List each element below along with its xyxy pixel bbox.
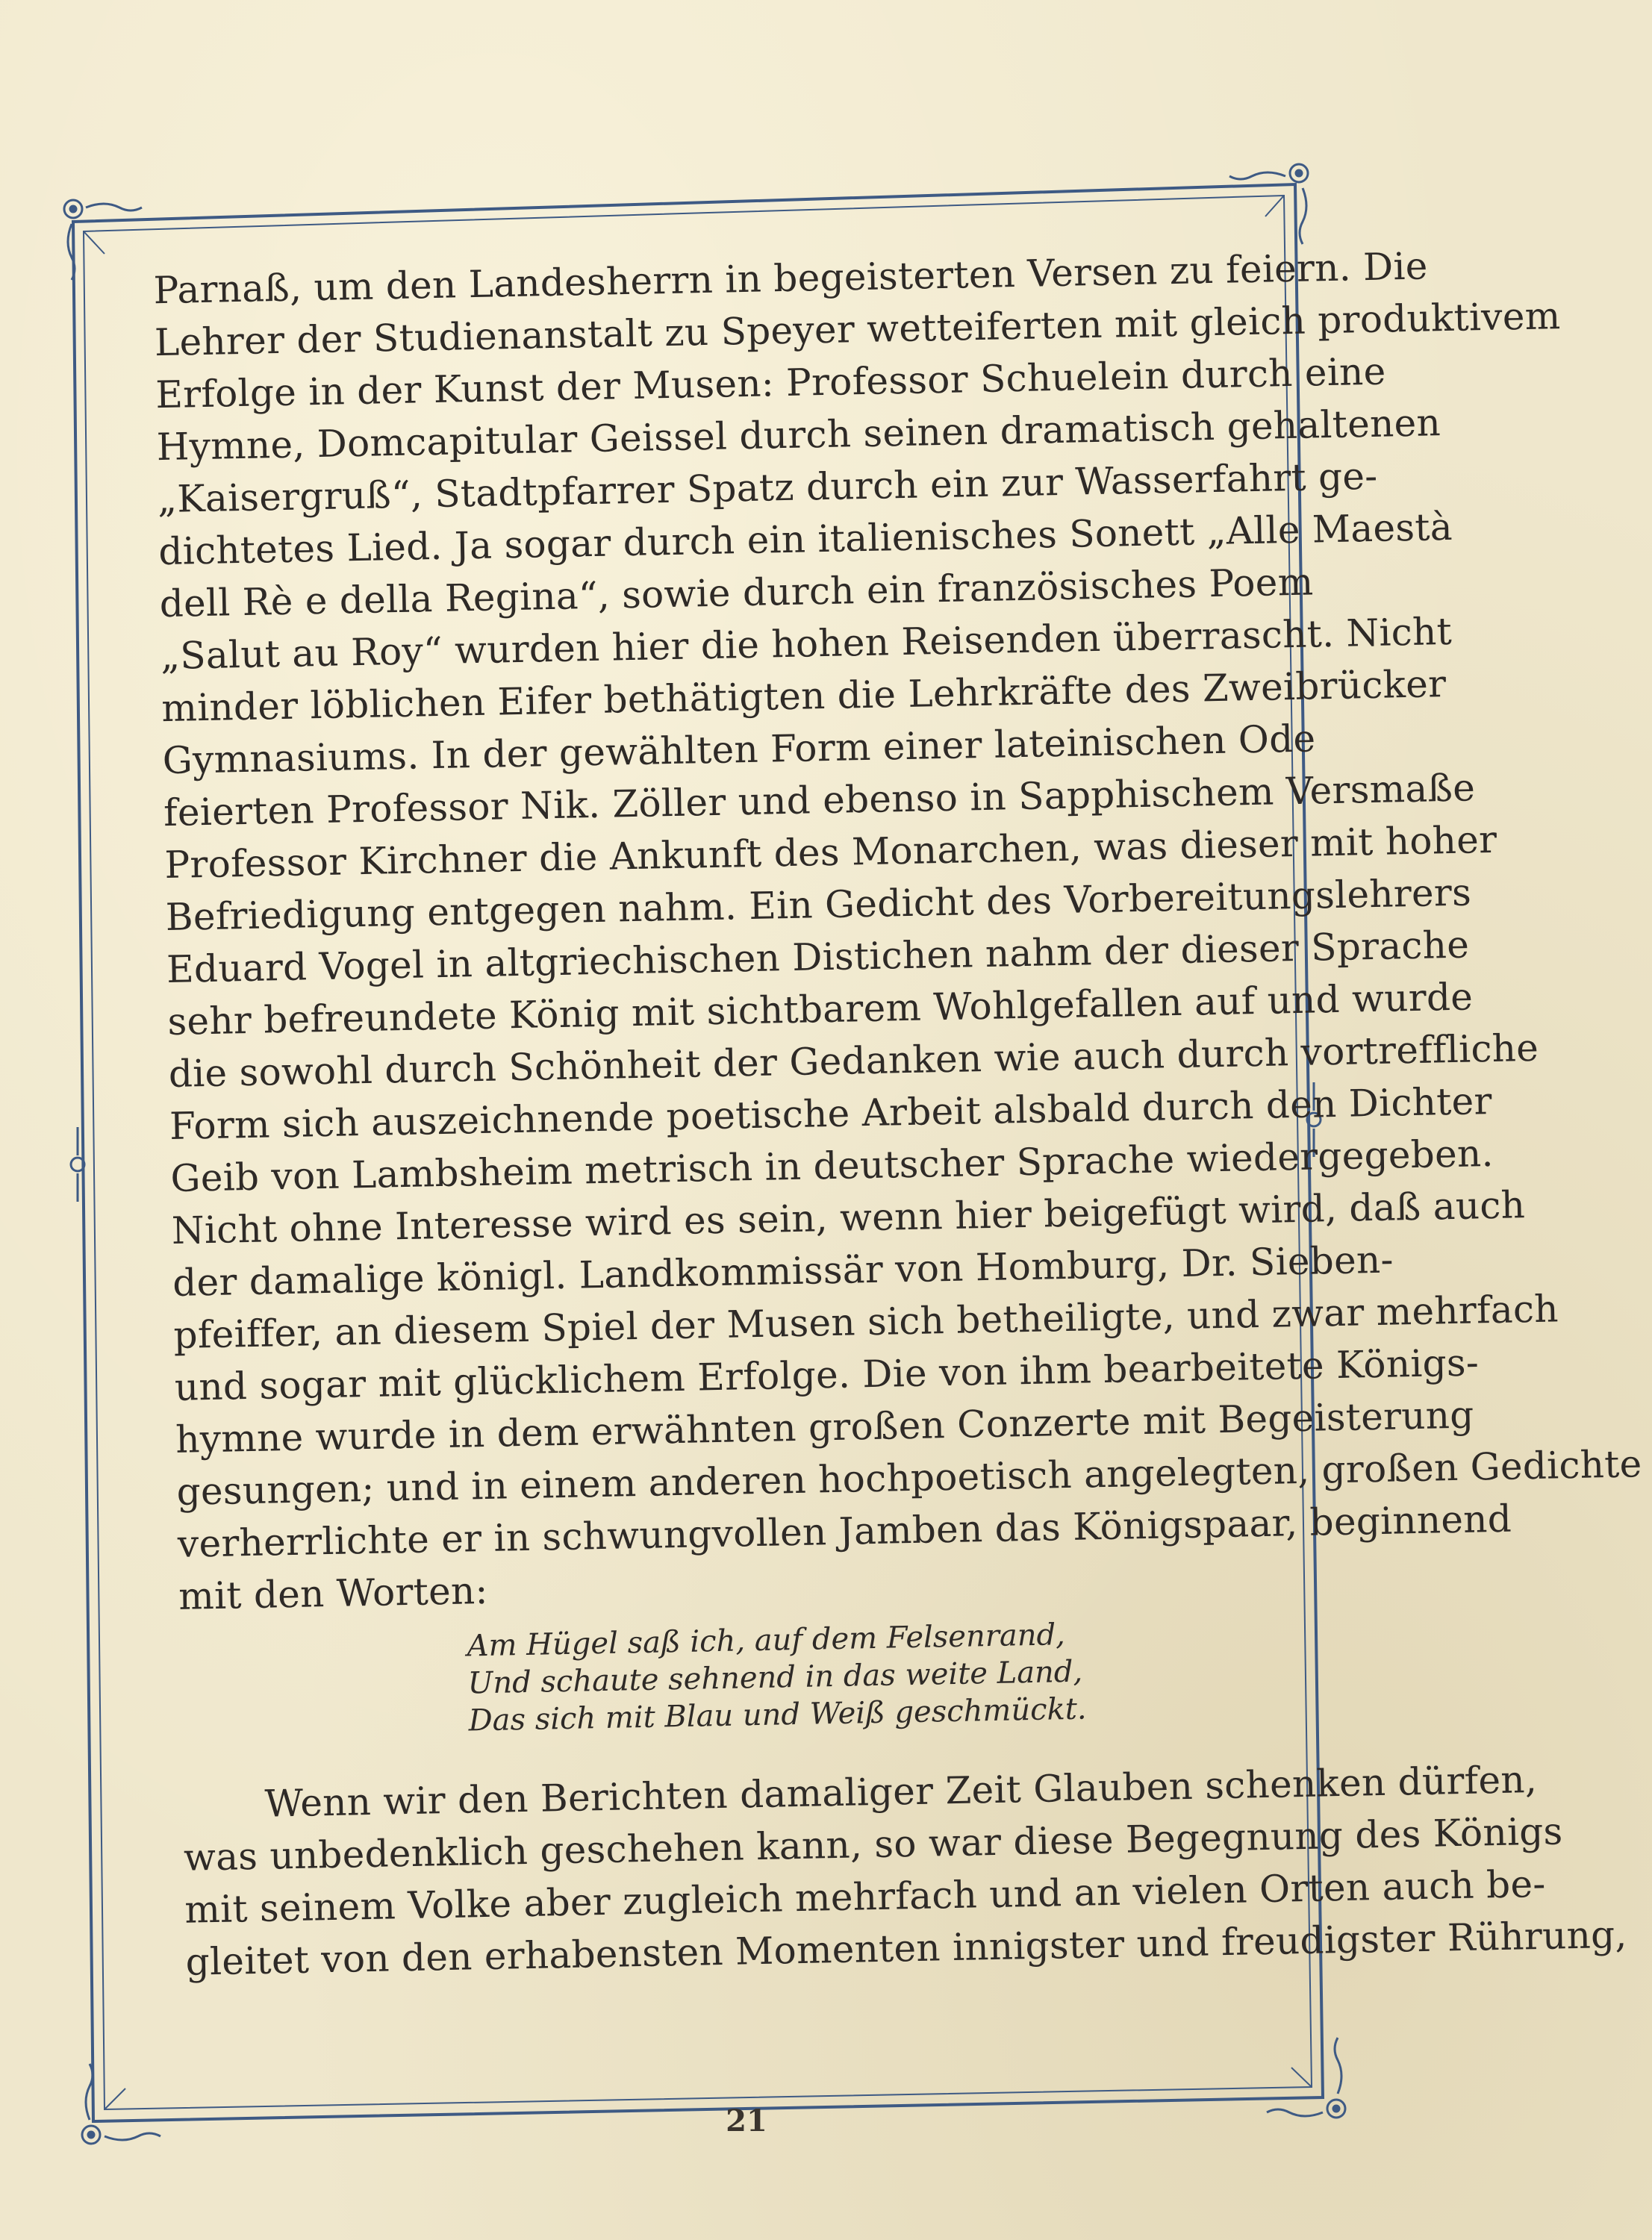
paragraph-first-line: Wenn wir den Berichten damaliger Zeit Glauben schenken dürfen, [264,1757,1538,1826]
page-text-body [153,244,1643,2030]
text-line: Nicht ohne Interesse wird es sein, wenn hier beigefügt wird, daß auch [171,1183,1526,1252]
text-line: Geib von Lambsheim metrisch in deutscher Sprache wiedergegeben. [170,1131,1494,1200]
text-line: Hymne, Domcapitular Geissel durch seinen dramatisch gehaltenen [156,401,1441,469]
text-line: dell Rè e della Regina“, sowie durch ein französisches Poem [159,560,1314,626]
text-line: Gymnasiums. In der gewählten Form einer lateinischen Ode [162,717,1316,783]
text-line: Eduard Vogel in altgriechischen Distichen nahm der dieser Sprache [166,923,1470,992]
verse-line: Am Hügel saß ich, auf dem Felsenrand, [467,1617,1066,1664]
text-line: mit seinem Volke aber zugleich mehrfach und an vielen Orten auch be- [184,1862,1547,1932]
text-line: was unbedenklich geschehen kann, so war diese Begegnung des Königs [183,1809,1563,1879]
text-line: Form sich auszeichnende poetische Arbeit alsbald durch den Dichter [169,1079,1493,1148]
text-line: hymne wurde in dem erwähnten großen Conzerte mit Begeisterung [175,1393,1475,1461]
text-line: der damalige königl. Landkommissär von Homburg, Dr. Sieben- [172,1238,1394,1305]
corner-ornament-top-left [64,200,142,280]
text-line: pfeiffer, an diesem Spiel der Musen sich betheiligte, und zwar mehrfach [173,1287,1559,1357]
text-line: gesungen; und in einem anderen hochpoetisch angelegten, großen Gedichte [176,1442,1643,1514]
text-line: minder löblichen Eifer bethätigten die Lehrkräfte des Zweibrücker [160,662,1447,731]
text-line: Erfolge in der Kunst der Musen: Professor Schuelein durch eine [155,349,1386,417]
text-line: die sowohl durch Schönheit der Gedanken wie auch durch vortreffliche [168,1026,1539,1096]
verse-line: Und schaute sehnend in das weite Land, [467,1654,1083,1701]
text-line: sehr befreundete König mit sichtbarem Wohlgefallen auf und wurde [166,975,1474,1044]
text-line: Parnaß, um den Landesherrn in begeisterten Versen zu feiern. Die [153,244,1429,313]
text-line: Befriedigung entgegen nahm. Ein Gedicht des Vorbereitungslehrers [165,870,1472,940]
text-line: Lehrer der Studienanstalt zu Speyer wetteiferten mit gleich produktivem [154,294,1561,365]
text-line: verherrlichte er in schwungvollen Jamben das Königspaar, beginnend [177,1497,1512,1566]
text-line: dichtetes Lied. Ja sogar durch ein italienisches Sonett „Alle Maestà [158,505,1453,574]
text-line: „Salut au Roy“ wurden hier die hohen Reisenden überrascht. Nicht [160,609,1453,678]
page-number: 21 [726,2103,767,2138]
text-line: feierten Professor Nik. Zöller und ebenso in Sapphischem Versmaße [163,766,1476,835]
text-line: gleitet von den erhabensten Momenten innigster und freudigster Rührung, [185,1912,1628,1984]
text-line-last: mit den Worten: [178,1568,489,1618]
text-line: Professor Kirchner die Ankunft des Monarchen, was dieser mit hoher [163,817,1497,887]
text-line: „Kaisergruß“, Stadtpfarrer Spatz durch ein zur Wasserfahrt ge- [157,454,1378,522]
verse-line: Das sich mit Blau und Weiß geschmückt. [468,1691,1087,1738]
text-line: und sogar mit glücklichem Erfolge. Die von ihm bearbeitete Königs- [174,1341,1480,1409]
